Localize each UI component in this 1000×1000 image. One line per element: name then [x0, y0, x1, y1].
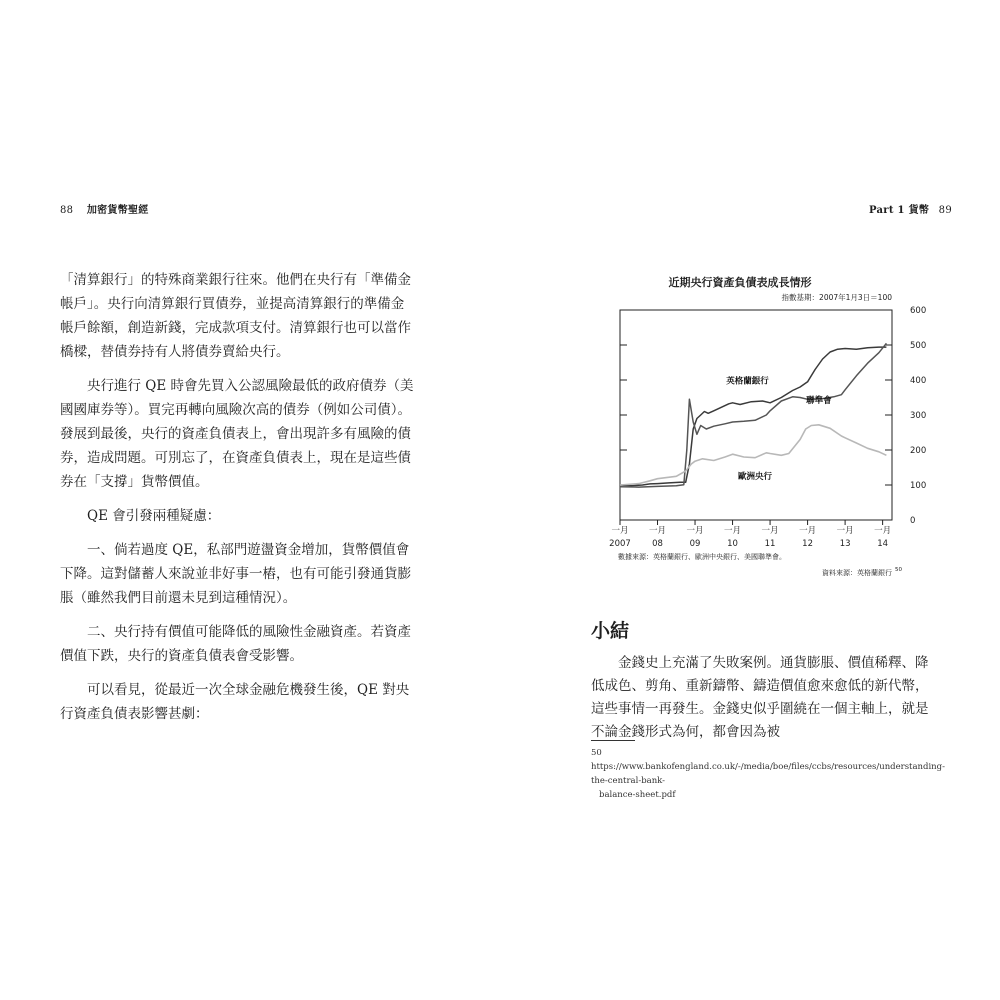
y-tick-label: 0: [910, 516, 916, 526]
balance-sheet-chart: [585, 262, 930, 582]
paragraph: 「清算銀行」的特殊商業銀行往來。他們在央行有「準備金帳戶」。央行向清算銀行買債券，並提高清算銀行的準備金帳戶餘額，創造新錢，完成款項支付。清算銀行也可以當作橋樑，替債券持有人將債券賣給央行。: [60, 272, 411, 360]
series-label: 英格蘭銀行: [726, 376, 769, 387]
right-column-text: [591, 652, 941, 744]
book-title: 加密貨幣聖經: [86, 205, 149, 216]
series-label: 歐洲央行: [738, 472, 773, 483]
footnote: [591, 746, 945, 802]
x-tick-month-label: 一月: [874, 526, 892, 536]
footnote-line: balance-sheet.pdf: [599, 790, 676, 800]
chart-title: 近期央行資產負債表成長情形: [668, 276, 812, 289]
x-tick-year-label: 14: [877, 539, 889, 549]
x-tick-month-label: 一月: [611, 526, 629, 536]
paragraph: 一、倘若過度 QE，私部門遊盪資金增加，貨幣價值會下降。這對儲蓄人來說並非好事一樁，也有可能引發通貨膨脹（雖然我們目前還未見到這種情況）。: [60, 542, 411, 606]
x-tick-year-label: 11: [764, 539, 776, 549]
plot-frame: [620, 310, 892, 520]
left-page-number: 88: [60, 205, 74, 216]
footnote-line: 50 https://www.bankofengland.co.uk/-/media/boe/files/ccbs/resources/understanding-the-central-bank-: [591, 748, 945, 786]
paragraph: 央行進行 QE 時會先買入公認風險最低的政府債券（美國國庫券等）。買完再轉向風險次高的債券（例如公司債）。發展到最後，央行的資產負債表上，會出現許多有風險的債券，造成問題。可別忘了，在資產負債表上，現在是這些債券在「支撐」貨幣價值。: [60, 378, 414, 490]
x-tick-year-label: 2007: [609, 539, 631, 549]
y-tick-label: 500: [910, 341, 927, 351]
paragraph: QE 會引發兩種疑慮：: [87, 508, 221, 524]
x-tick-month-label: 一月: [724, 526, 742, 536]
x-tick-month-label: 一月: [686, 526, 704, 536]
x-tick-month-label: 一月: [761, 526, 779, 536]
chart-credit: 資料來源：英格蘭銀行: [822, 569, 892, 577]
paragraph: 二、央行持有價值可能降低的風險性金融資產。若資產價值下跌，央行的資產負債表會受影響。: [60, 624, 411, 664]
x-tick-year-label: 12: [802, 539, 814, 549]
series-label: 聯準會: [806, 395, 832, 406]
right-page-header: [869, 201, 952, 216]
x-tick-year-label: 13: [839, 539, 851, 549]
paragraph: 可以看見，從最近一次全球金融危機發生後，QE 對央行資產負債表影響甚劇：: [60, 682, 410, 722]
series-line: [620, 347, 886, 486]
x-tick-month-label: 一月: [649, 526, 667, 536]
y-tick-label: 200: [910, 446, 927, 456]
right-page-number: 89: [938, 205, 952, 216]
chart-source-note: 數據來源：英格蘭銀行、歐洲中央銀行、美國聯準會。: [618, 553, 786, 561]
paragraph: 金錢史上充滿了失敗案例。通貨膨脹、價值稀釋、降低成色、剪角、重新鑄幣、鑄造價值愈來愈低的新代幣，這些事情一再發生。金錢史似乎圍繞在一個主軸上，就是不論金錢形式為何，都會因為被: [591, 655, 929, 740]
y-tick-label: 100: [910, 481, 927, 491]
footnote-rule: [591, 740, 635, 741]
x-tick-year-label: 09: [689, 539, 701, 549]
chart-subtitle: 指數基期：2007年1月3日＝100: [781, 293, 892, 302]
chart-canvas: [585, 262, 930, 582]
left-page-header: [60, 201, 149, 216]
footnote-marker: 50: [895, 567, 902, 573]
series-line: [620, 343, 886, 487]
y-tick-label: 300: [910, 411, 927, 421]
y-tick-label: 400: [910, 376, 927, 386]
x-tick-month-label: 一月: [799, 526, 817, 536]
x-tick-month-label: 一月: [836, 526, 854, 536]
left-column-text: [60, 268, 416, 736]
x-tick-year-label: 08: [652, 539, 663, 549]
part-title: Part 1 貨幣: [868, 205, 930, 216]
section-title: 小結: [591, 620, 630, 642]
x-tick-year-label: 10: [727, 539, 738, 549]
y-tick-label: 600: [910, 306, 927, 316]
